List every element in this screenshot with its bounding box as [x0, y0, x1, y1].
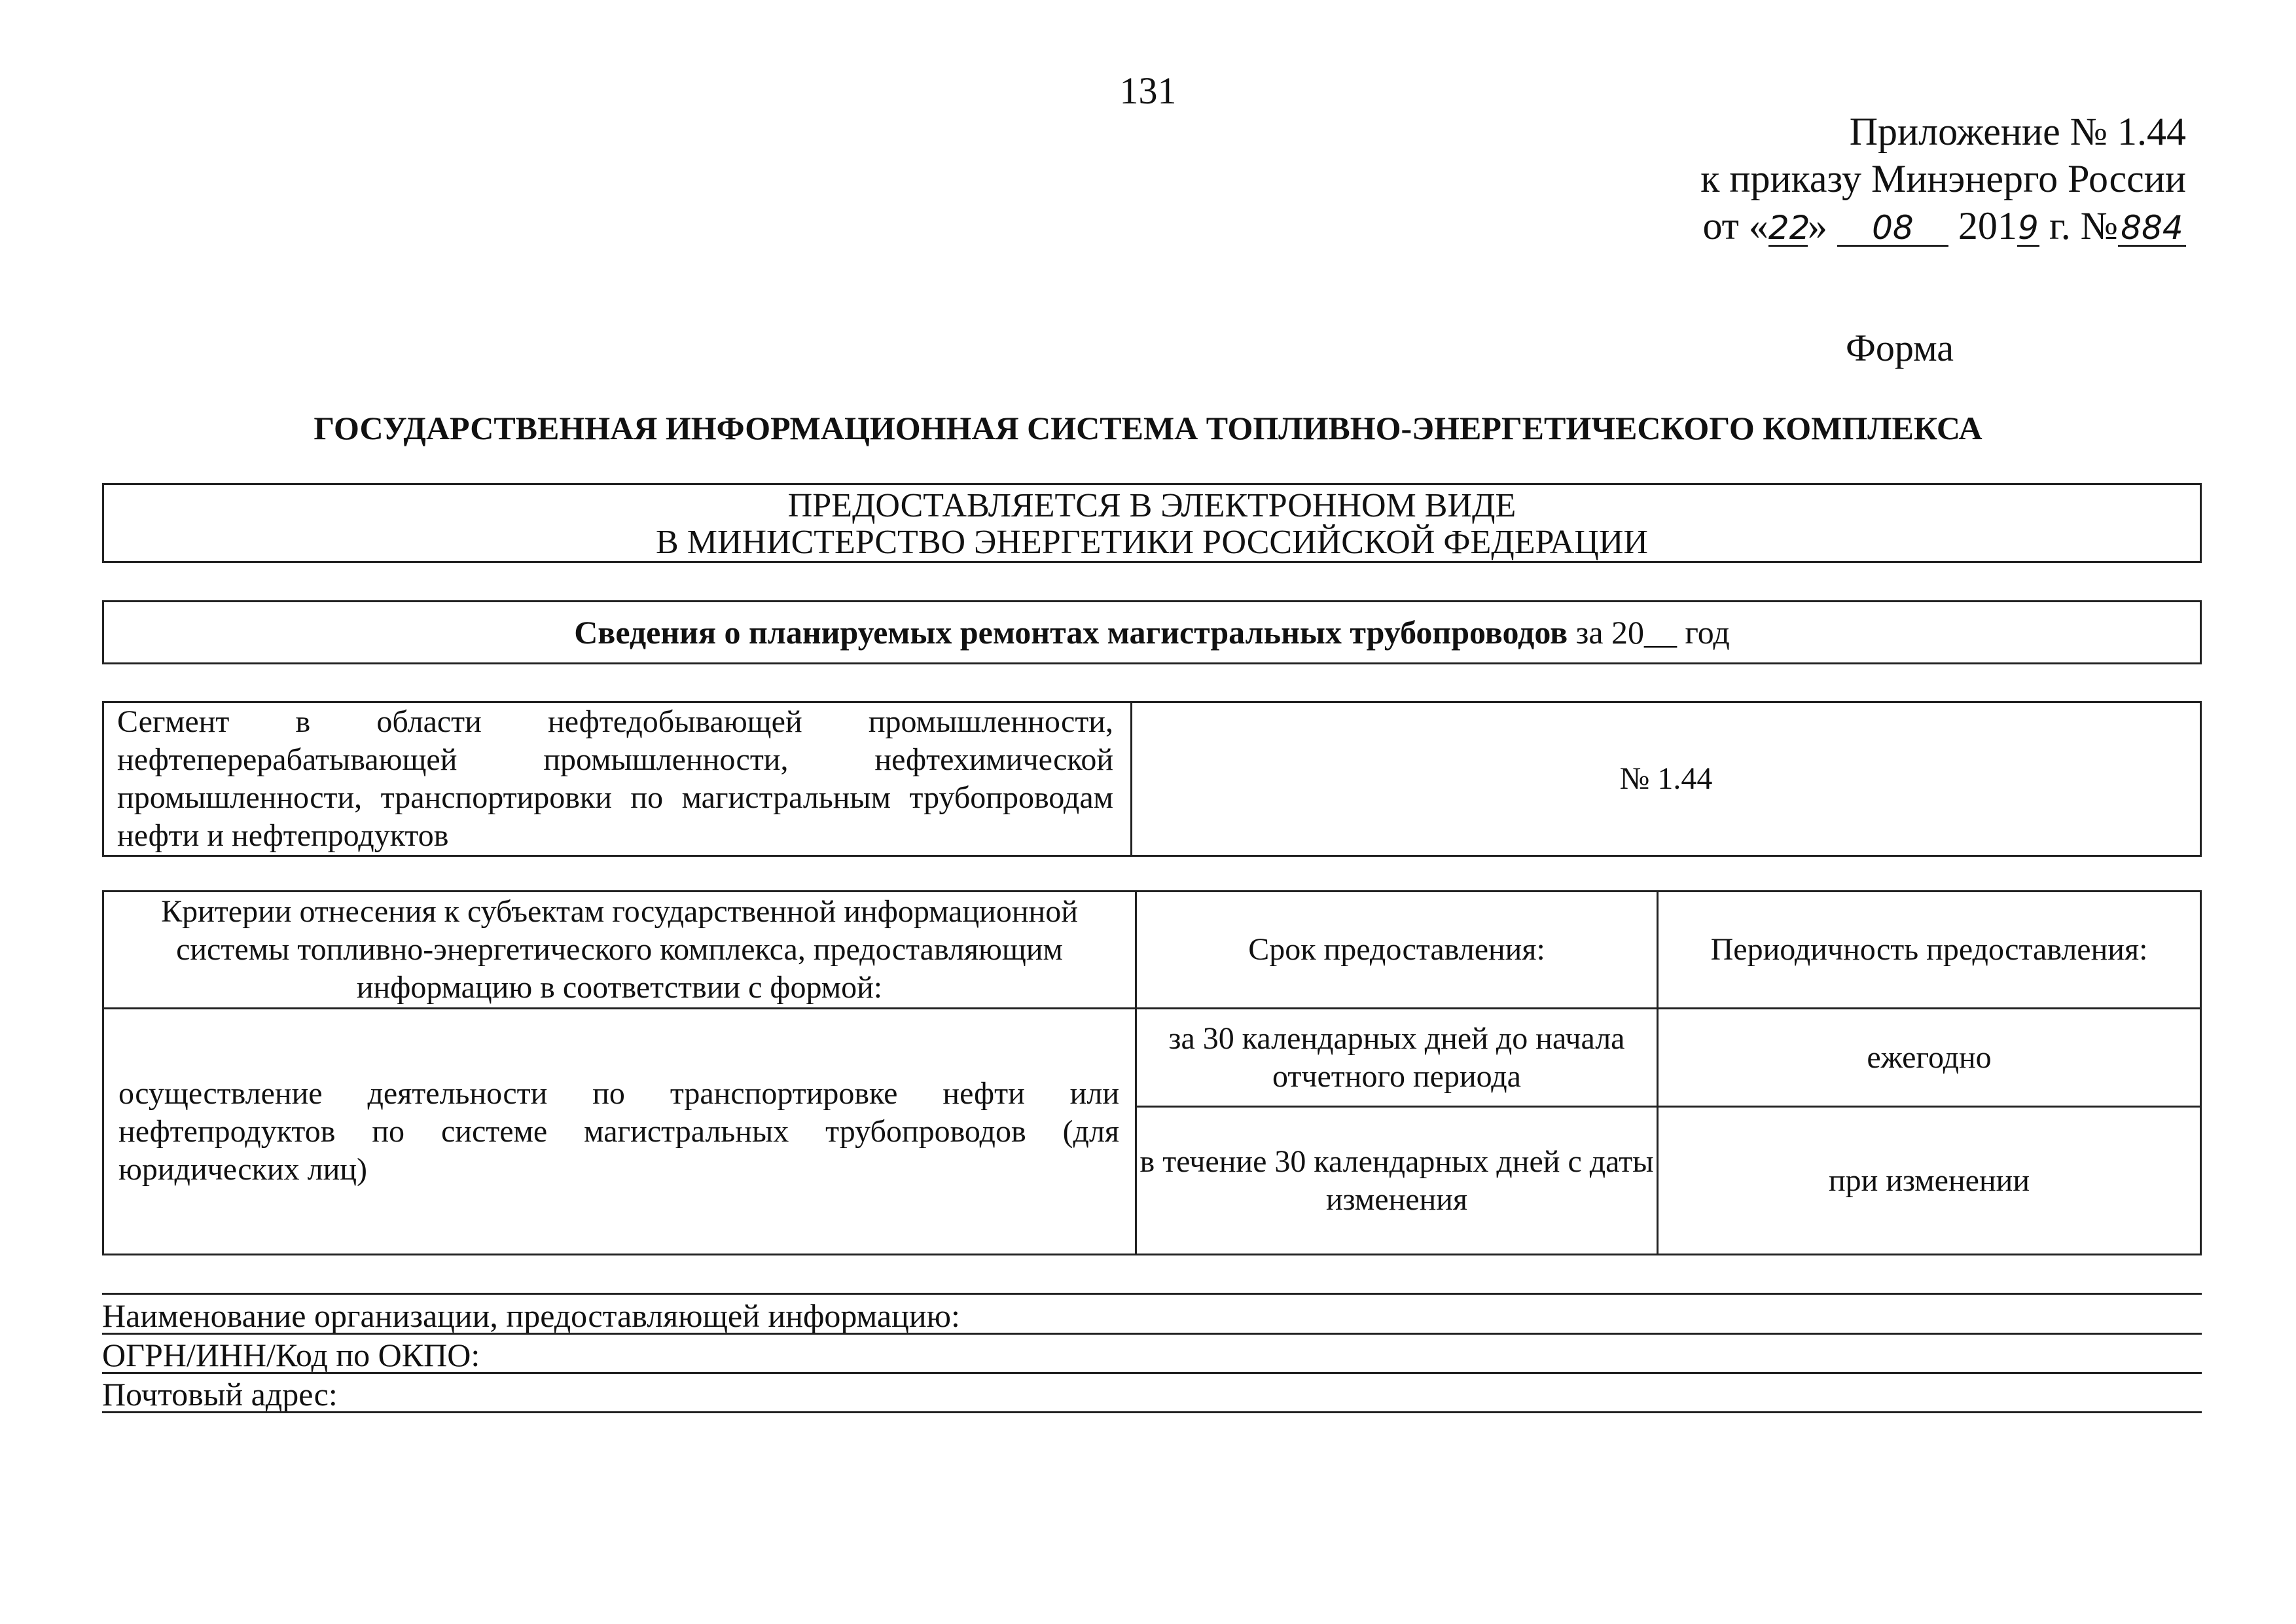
appendix-line2: к приказу Минэнерго России: [1700, 157, 2186, 200]
criteria-header-row: [103, 892, 2201, 1009]
info-top-rule: [102, 1293, 2202, 1295]
date-close-quote: »: [1807, 204, 1827, 247]
appendix-date-line: [1662, 202, 2186, 249]
report-title-period: за 20__ год: [1568, 614, 1730, 651]
page-number: 131: [1119, 69, 1177, 112]
handwritten-year-digit: 9: [2018, 209, 2039, 247]
year-prefix: 201: [1958, 204, 2017, 247]
form-label: Форма: [1846, 327, 1954, 369]
deadline-cell: в течение 30 календарных дней с даты изменения: [1136, 1107, 1658, 1255]
deadline-header: Срок предоставления:: [1136, 892, 1658, 1009]
criteria-table: [102, 890, 2202, 1255]
organization-ids-label: ОГРН/ИНН/Код по ОКПО:: [102, 1337, 480, 1373]
submission-notice-line1: ПРЕДОСТАВЛЯЕТСЯ В ЭЛЕКТРОННОМ ВИДЕ: [787, 487, 1516, 524]
year-suffix: г. №: [2039, 204, 2118, 247]
info-rule: [102, 1333, 2202, 1335]
criteria-header: Критерии отнесения к субъектам государственной информационной системы топливно-энергетического комплекса, предоставляющим информацию в соответствии с формой:: [103, 892, 1136, 1009]
criteria-text: осуществление деятельности по транспортировке нефти или нефтепродуктов по системе магистральных трубопроводов (для юридических лиц): [103, 1009, 1136, 1255]
frequency-cell: ежегодно: [1658, 1009, 2201, 1107]
appendix-line1: Приложение № 1.44: [1849, 110, 2186, 153]
organization-name-label: Наименование организации, предоставляющей информацию:: [102, 1297, 960, 1334]
handwritten-month: 08: [1837, 211, 1948, 247]
date-prefix: от «: [1702, 204, 1768, 247]
submission-notice-box: [102, 483, 2202, 563]
info-rule: [102, 1372, 2202, 1374]
form-number: № 1.44: [1132, 702, 2201, 856]
segment-description: Сегмент в области нефтедобывающей промышленности, нефтеперерабатывающей промышленности, нефтехимической промышленности, транспортировки по магистральным трубопроводам нефти и нефтепродуктов: [103, 702, 1132, 856]
info-bottom-rule: [102, 1411, 2202, 1413]
segment-table: [102, 701, 2202, 857]
segment-row: [103, 702, 2201, 856]
frequency-cell: при изменении: [1658, 1107, 2201, 1255]
report-title-box: [102, 600, 2202, 664]
handwritten-order-number: 884: [2118, 211, 2186, 247]
frequency-header: Периодичность предоставления:: [1658, 892, 2201, 1009]
submission-notice-line2: В МИНИСТЕРСТВО ЭНЕРГЕТИКИ РОССИЙСКОЙ ФЕДЕРАЦИИ: [656, 524, 1648, 561]
criteria-row: [103, 1009, 2201, 1107]
appendix-header: [1662, 108, 2186, 249]
report-title-bold: Сведения о планируемых ремонтах магистральных трубопроводов: [574, 614, 1568, 651]
deadline-cell: за 30 календарных дней до начала отчетного периода: [1136, 1009, 1658, 1107]
system-title: ГОСУДАРСТВЕННАЯ ИНФОРМАЦИОННАЯ СИСТЕМА ТОПЛИВНО-ЭНЕРГЕТИЧЕСКОГО КОМПЛЕКСА: [314, 410, 1982, 446]
handwritten-day: 22: [1768, 209, 1810, 247]
postal-address-label: Почтовый адрес:: [102, 1376, 338, 1413]
